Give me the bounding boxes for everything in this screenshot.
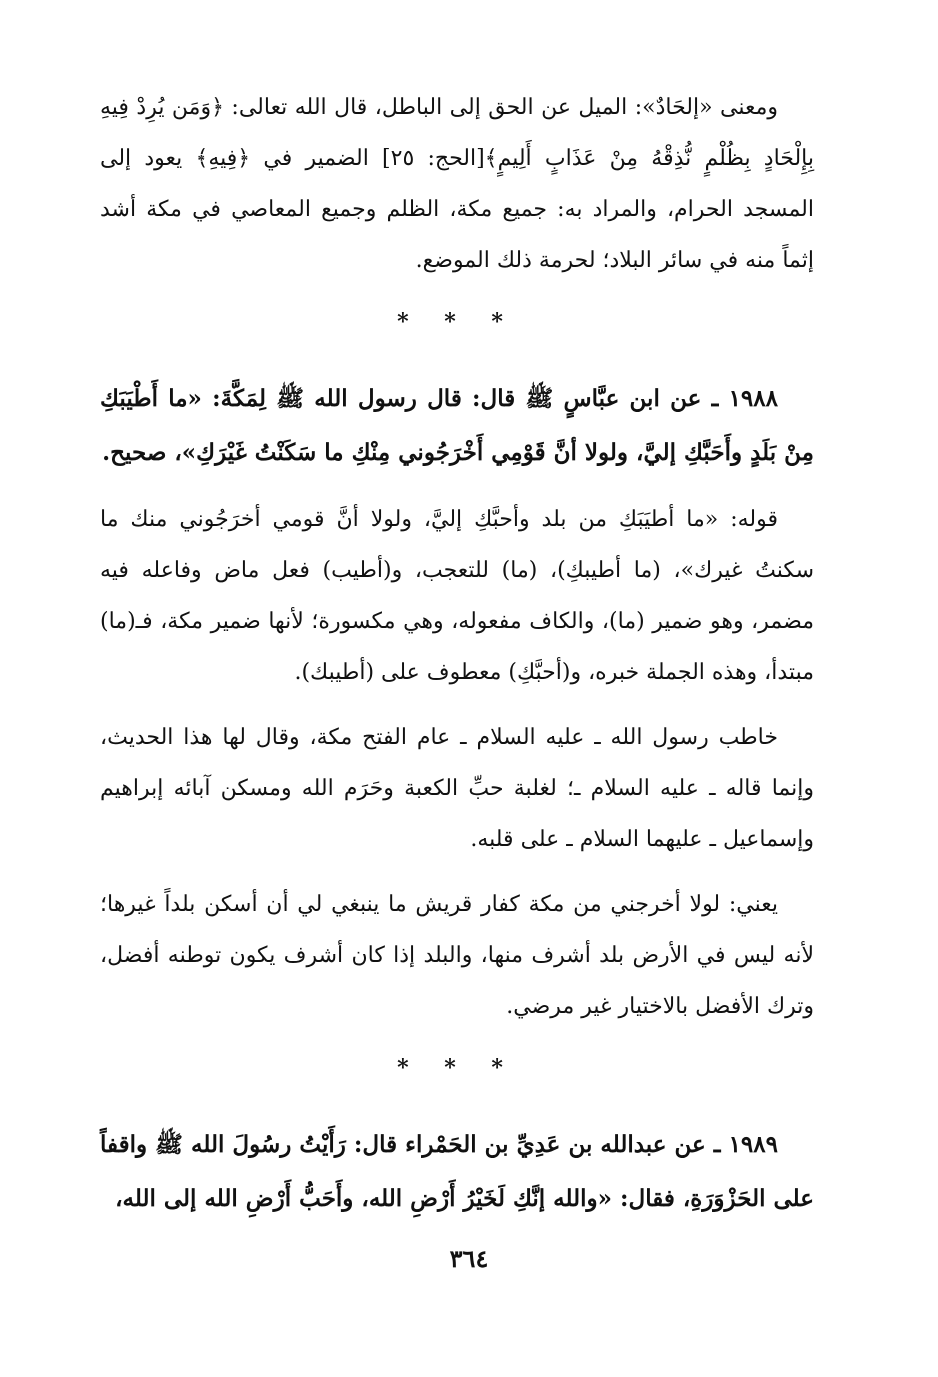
page-number: ٣٦٤ xyxy=(449,1244,489,1273)
paragraph-commentary-context: خاطب رسول الله ـ عليه السلام ـ عام الفتح مكة، وقال لها هذا الحديث، وإنما قاله ـ عليه السلام ـ؛ لغلبة حبِّ الكعبة وحَرَم الله ومسكن آبائه إبراهيم وإسماعيل ـ عليهما السلام ـ على قلبه. xyxy=(100,725,814,852)
section-separator: * * * xyxy=(397,309,517,335)
section-separator-2: * * * xyxy=(397,1055,517,1081)
page-body xyxy=(100,82,814,1226)
hadith-1988: ١٩٨٨ ـ عن ابن عبَّاسٍ ﷺ قال: قال رسول الله ﷺ لِمَكَّةَ: «ما أَطْيَبَكِ مِنْ بَلَدٍ وأَحَبَّكِ إليَّ، ولولا أنَّ قَوْمِي أَخْرَجُوني مِنْكِ ما سَكَنْتُ غَيْرَكِ»، صحيح. xyxy=(100,385,814,466)
paragraph-commentary-grammar: قوله: «ما أطيَبَكِ من بلد وأحبَّكِ إليَّ، ولولا أنَّ قومي أخرَجُوني منك ما سكنتُ غيرك»، (ما أطيبكِ)، (ما) للتعجب، و(أطيب) فعل ماض وفاعله فيه مضمر، وهو ضمير (ما)، والكاف مفعوله، وهي مكسورة؛ لأنها ضمير مكة، فـ(ما) مبتدأ، وهذه الجملة خبره، و(أحبَّكِ) معطوف على (أطيبك). xyxy=(100,507,814,685)
hadith-1989: ١٩٨٩ ـ عن عبدالله بن عَدِيِّ بن الحَمْراء قال: رَأَيْتُ رسُولَ الله ﷺ واقفاً على الحَزْوَرَةِ، فقال: «والله إنَّكِ لَخَيْرُ أَرْضِ الله، وأَحَبُّ أَرْضِ الله إلى الله، xyxy=(100,1131,814,1212)
paragraph-commentary-meaning: يعني: لولا أخرجني من مكة كفار قريش ما ينبغي لي أن أسكن بلداً غيرها؛ لأنه ليس في الأرض بلد أشرف منها، والبلد إذا كان أشرف يكون توطنه أفضل، وترك الأفضل بالاختيار غير مرضي. xyxy=(100,892,814,1019)
paragraph-ilhad-meaning: ومعنى «إلحَادٌ»: الميل عن الحق إلى الباطل، قال الله تعالى: ﴿وَمَن يُرِدْ فِيهِ بِإِلْحَادٍ بِظُلْمٍ نُّذِقْهُ مِنْ عَذَابٍ أَلِيمٍ﴾[الحج: ٢٥] الضمير في ﴿فِيهِ﴾ يعود إلى المسجد الحرام، والمراد به: جميع مكة، الظلم وجميع المعاصي في مكة أشد إثماً منه في سائر البلاد؛ لحرمة ذلك الموضع. xyxy=(100,95,815,273)
